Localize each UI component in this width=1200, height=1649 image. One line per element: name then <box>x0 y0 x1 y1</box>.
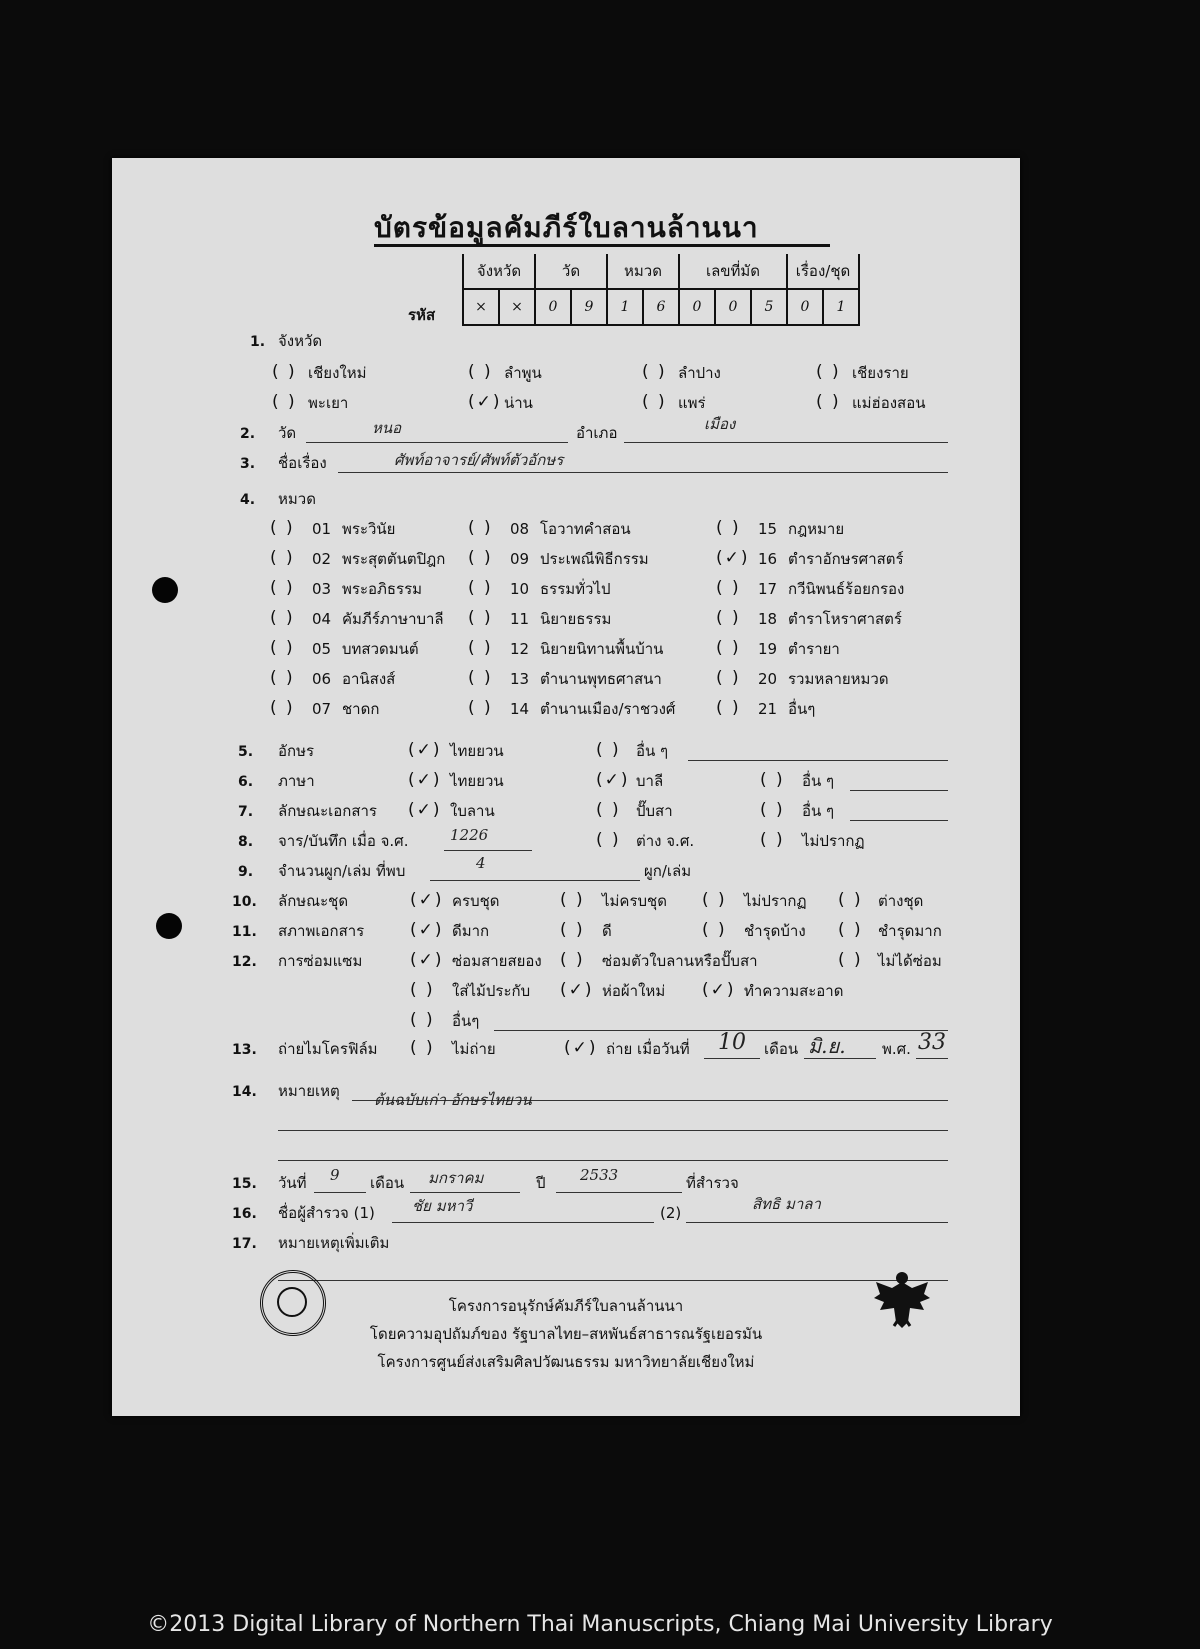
copyright-notice: ©2013 Digital Library of Northern Thai Manuscripts, Chiang Mai University Library <box>147 1612 1053 1637</box>
code-table <box>462 254 860 326</box>
category-code: 11 <box>510 610 530 628</box>
category-name: ตำราโหราศาสตร์ <box>788 610 902 628</box>
survey-year-line <box>556 1192 682 1193</box>
checkbox-doc-palmleaf[interactable]: (✓) <box>408 800 442 820</box>
section-9-label: จำนวนผูก/เล่ม ที่พบ <box>278 862 406 880</box>
microfilm-day-line <box>704 1058 760 1059</box>
category-checkbox-21[interactable]: ( ) <box>716 698 741 718</box>
punch-hole-top <box>152 577 178 603</box>
bundle-count-suffix: ผูก/เล่ม <box>644 862 692 880</box>
lang-taiyuan: ไทยยวน <box>450 772 504 790</box>
survey-year: 2533 <box>580 1166 619 1184</box>
checkbox-set-complete[interactable]: (✓) <box>410 890 444 910</box>
checkbox-script-other[interactable]: ( ) <box>596 740 621 760</box>
set-different: ต่างชุด <box>878 892 924 910</box>
remark-value: ต้นฉบับเก่า อักษรไทยวน <box>374 1091 532 1109</box>
category-name: อานิสงส์ <box>342 670 396 688</box>
script-other: อื่น ๆ <box>636 742 669 760</box>
section-9-number: 9. <box>238 864 254 880</box>
code-digit: 0 <box>715 289 751 325</box>
category-code: 04 <box>312 610 332 628</box>
survey-month-line <box>410 1192 520 1193</box>
checkbox-cond-damaged[interactable]: ( ) <box>702 920 727 940</box>
category-name: กวีนิพนธ์ร้อยกรอง <box>788 580 905 598</box>
section-3-label: ชื่อเรื่อง <box>278 454 327 472</box>
section-2-label: วัด <box>278 424 297 442</box>
punch-hole-bottom <box>156 913 182 939</box>
district-value: เมือง <box>704 415 736 433</box>
section-11-label: สภาพเอกสาร <box>278 922 365 940</box>
section-15-label: วันที่ <box>278 1174 307 1192</box>
microfilm-year-line <box>916 1058 948 1059</box>
option-chiangrai: เชียงราย <box>852 364 909 382</box>
code-digit: 1 <box>823 289 859 325</box>
category-name: บทสวดมนต์ <box>342 640 419 658</box>
category-checkbox-12[interactable]: ( ) <box>468 638 493 658</box>
lang-pali: บาลี <box>636 772 664 790</box>
category-checkbox-13[interactable]: ( ) <box>468 668 493 688</box>
section-13-label: ถ่ายไมโครฟิล์ม <box>278 1040 378 1058</box>
survey-suffix: ที่สำรวจ <box>686 1174 739 1192</box>
code-header-title-set: เรื่อง/ชุด <box>787 254 859 289</box>
category-name: นิยายนิทานพื้นบ้าน <box>540 640 664 658</box>
doc-palmleaf: ใบลาน <box>450 802 495 820</box>
checkbox-microfilm-yes[interactable]: (✓) <box>564 1038 598 1058</box>
category-name: อื่นๆ <box>788 700 816 718</box>
category-code: 12 <box>510 640 530 658</box>
cond-damaged: ชำรุดบ้าง <box>744 922 806 940</box>
checkbox-chiangrai[interactable]: ( ) <box>816 362 841 382</box>
surveyor-1-line <box>392 1222 654 1223</box>
category-code: 06 <box>312 670 332 688</box>
category-checkbox-08[interactable]: ( ) <box>468 518 493 538</box>
section-8-label: จาร/บันทึก เมื่อ จ.ศ. <box>278 832 409 850</box>
category-name: ประเพณีพิธีกรรม <box>540 550 649 568</box>
chiangmai-university-seal-icon <box>260 1270 326 1336</box>
cond-verygood: ดีมาก <box>452 922 490 940</box>
doc-saa: ปั๊บสา <box>636 802 673 820</box>
section-6-number: 6. <box>238 774 254 790</box>
checkbox-lang-taiyuan[interactable]: (✓) <box>408 770 442 790</box>
section-15-number: 15. <box>232 1176 257 1192</box>
category-checkbox-20[interactable]: ( ) <box>716 668 741 688</box>
bundle-count-value: 4 <box>476 854 486 872</box>
checkbox-set-different[interactable]: ( ) <box>838 890 863 910</box>
checkbox-set-unknown[interactable]: ( ) <box>702 890 727 910</box>
extra-remark-line <box>278 1280 948 1281</box>
checkbox-set-incomplete[interactable]: ( ) <box>560 890 585 910</box>
category-code: 02 <box>312 550 332 568</box>
category-checkbox-17[interactable]: ( ) <box>716 578 741 598</box>
code-digit: 1 <box>607 289 643 325</box>
cs-year-value: 1226 <box>450 826 489 844</box>
category-name: ตำรายา <box>788 640 840 658</box>
category-code: 07 <box>312 700 332 718</box>
section-17-label: หมายเหตุเพิ่มเติม <box>278 1234 390 1252</box>
category-checkbox-02[interactable]: ( ) <box>270 548 295 568</box>
checkbox-cs-unknown[interactable]: ( ) <box>760 830 785 850</box>
section-17-number: 17. <box>232 1236 257 1252</box>
survey-day-line <box>314 1192 366 1193</box>
code-header-category: หมวด <box>607 254 679 289</box>
code-header-bundle: เลขที่มัด <box>679 254 787 289</box>
district-label: อำเภอ <box>576 424 618 442</box>
checkbox-lang-other[interactable]: ( ) <box>760 770 785 790</box>
category-checkbox-03[interactable]: ( ) <box>270 578 295 598</box>
category-checkbox-07[interactable]: ( ) <box>270 698 295 718</box>
microfilm-year-label: พ.ศ. <box>882 1040 911 1058</box>
option-nan: น่าน <box>504 394 533 412</box>
category-code: 10 <box>510 580 530 598</box>
checkbox-chiangmai[interactable]: ( ) <box>272 362 297 382</box>
checkbox-doc-other[interactable]: ( ) <box>760 800 785 820</box>
microfilm-no: ไม่ถ่าย <box>452 1040 496 1058</box>
category-name: ธรรมทั่วไป <box>540 580 611 598</box>
code-digit: 0 <box>787 289 823 325</box>
section-1-label: จังหวัด <box>278 332 323 350</box>
section-6-label: ภาษา <box>278 772 315 790</box>
checkbox-maehongson[interactable]: ( ) <box>816 392 841 412</box>
cond-verydamaged: ชำรุดมาก <box>878 922 942 940</box>
microfilm-month-label: เดือน <box>764 1040 799 1058</box>
repair-leaf: ซ่อมตัวใบลานหรือปั๊บสา <box>602 952 758 970</box>
checkbox-repair-other[interactable]: ( ) <box>410 1010 435 1030</box>
title-value: ศัพท์อาจารย์/ศัพท์ตัวอักษร <box>394 451 564 469</box>
checkbox-repair-clean[interactable]: (✓) <box>702 980 736 1000</box>
category-name: ตำนานเมือง/ราชวงศ์ <box>540 700 676 718</box>
set-incomplete: ไม่ครบชุด <box>602 892 667 910</box>
section-13-number: 13. <box>232 1042 257 1058</box>
code-digit: 9 <box>571 289 607 325</box>
category-code: 03 <box>312 580 332 598</box>
lang-other-line <box>850 790 948 791</box>
checkbox-lamphun[interactable]: ( ) <box>468 362 493 382</box>
checkbox-nan-checked[interactable]: (✓) <box>468 392 502 412</box>
surveyor-2-value: สิทธิ มาลา <box>752 1195 821 1213</box>
doc-other-line <box>850 820 948 821</box>
category-code: 17 <box>758 580 778 598</box>
repair-cover: ใส่ไม้ประกับ <box>452 982 531 1000</box>
option-maehongson: แม่ฮ่องสอน <box>852 394 926 412</box>
repair-none: ไม่ได้ซ่อม <box>878 952 942 970</box>
card-title: บัตรข้อมูลคัมภีร์ใบลานล้านนา <box>374 211 759 244</box>
survey-year-label: ปี <box>536 1174 546 1192</box>
repair-cloth: ห่อผ้าใหม่ <box>602 982 666 1000</box>
temple-field-line <box>306 442 568 443</box>
category-name: ตำนานพุทธศาสนา <box>540 670 662 688</box>
checkbox-cond-verygood[interactable]: (✓) <box>410 920 444 940</box>
checkbox-repair-leaf[interactable]: ( ) <box>560 950 585 970</box>
option-lamphun: ลำพูน <box>504 364 542 382</box>
category-name: นิยายธรรม <box>540 610 612 628</box>
survey-month: มกราคม <box>428 1169 484 1187</box>
remark-line-3 <box>278 1160 948 1161</box>
checkbox-repair-none[interactable]: ( ) <box>838 950 863 970</box>
section-5-number: 5. <box>238 744 254 760</box>
section-16-label: ชื่อผู้สำรวจ (1) <box>278 1204 375 1222</box>
option-phayao: พะเยา <box>308 394 349 412</box>
code-digit: × <box>499 289 535 325</box>
cs-year-line <box>444 850 532 851</box>
checkbox-repair-string[interactable]: (✓) <box>410 950 444 970</box>
code-digit: × <box>463 289 499 325</box>
category-checkbox-04[interactable]: ( ) <box>270 608 295 628</box>
category-code: 15 <box>758 520 778 538</box>
district-field-line <box>624 442 948 443</box>
category-checkbox-18[interactable]: ( ) <box>716 608 741 628</box>
checkbox-repair-cloth[interactable]: (✓) <box>560 980 594 1000</box>
category-name: พระสุตตันตปิฎก <box>342 550 446 568</box>
category-code: 18 <box>758 610 778 628</box>
temple-value: หนอ <box>372 419 402 437</box>
checkbox-lang-pali[interactable]: (✓) <box>596 770 630 790</box>
script-taiyuan: ไทยยวน <box>450 742 504 760</box>
category-name: กฎหมาย <box>788 520 845 538</box>
category-code: 16 <box>758 550 778 568</box>
category-checkbox-10[interactable]: ( ) <box>468 578 493 598</box>
lang-other: อื่น ๆ <box>802 772 835 790</box>
survey-day: 9 <box>330 1166 340 1184</box>
section-14-number: 14. <box>232 1084 257 1100</box>
code-digit: 6 <box>643 289 679 325</box>
section-11-number: 11. <box>232 924 257 940</box>
option-lampang: ลำปาง <box>678 364 721 382</box>
section-12-number: 12. <box>232 954 257 970</box>
microfilm-day: 10 <box>718 1030 746 1055</box>
section-12-label: การซ่อมแซม <box>278 952 363 970</box>
checkbox-lampang[interactable]: ( ) <box>642 362 667 382</box>
section-4-label: หมวด <box>278 490 316 508</box>
category-code: 13 <box>510 670 530 688</box>
surveyor-1-value: ชัย มหาวี <box>412 1197 473 1215</box>
code-label: รหัส <box>408 306 436 324</box>
checkbox-phrae[interactable]: ( ) <box>642 392 667 412</box>
repair-other: อื่นๆ <box>452 1012 480 1030</box>
checkbox-cond-verydamaged[interactable]: ( ) <box>838 920 863 940</box>
section-16-number: 16. <box>232 1206 257 1222</box>
category-name: พระอภิธรรม <box>342 580 423 598</box>
microfilm-yes: ถ่าย เมื่อวันที่ <box>606 1040 690 1058</box>
option-phrae: แพร่ <box>678 394 706 412</box>
category-checkbox-16[interactable]: (✓) <box>716 548 750 568</box>
category-checkbox-06[interactable]: ( ) <box>270 668 295 688</box>
category-name: ชาดก <box>342 700 380 718</box>
section-1-number: 1. <box>250 334 266 350</box>
set-unknown: ไม่ปรากฏ <box>744 892 807 910</box>
cond-good: ดี <box>602 922 612 940</box>
category-checkbox-15[interactable]: ( ) <box>716 518 741 538</box>
bundle-count-line <box>430 880 640 881</box>
section-10-label: ลักษณะชุด <box>278 892 349 910</box>
checkbox-microfilm-no[interactable]: ( ) <box>410 1038 435 1058</box>
survey-month-label: เดือน <box>370 1174 405 1192</box>
section-7-number: 7. <box>238 804 254 820</box>
set-complete: ครบชุด <box>452 892 500 910</box>
cs-unknown: ไม่ปรากฏ <box>802 832 865 850</box>
code-digit: 5 <box>751 289 787 325</box>
category-checkbox-11[interactable]: ( ) <box>468 608 493 628</box>
manuscript-data-card <box>112 158 1020 1416</box>
microfilm-month: มิ.ย. <box>808 1034 846 1058</box>
section-8-number: 8. <box>238 834 254 850</box>
german-eagle-icon <box>872 1268 932 1332</box>
category-checkbox-19[interactable]: ( ) <box>716 638 741 658</box>
code-digit: 0 <box>679 289 715 325</box>
category-name: โอวาทคำสอน <box>540 520 631 538</box>
section-5-label: อักษร <box>278 742 315 760</box>
section-2-number: 2. <box>240 426 256 442</box>
footer-center: โครงการศูนย์ส่งเสริมศิลปวัฒนธรรม มหาวิทยาลัยเชียงใหม่ <box>377 1353 755 1371</box>
section-4-number: 4. <box>240 492 256 508</box>
checkbox-doc-saa[interactable]: ( ) <box>596 800 621 820</box>
footer-sponsor: โดยความอุปถัมภ์ของ รัฐบาลไทย–สหพันธ์สาธารณรัฐเยอรมัน <box>369 1325 763 1343</box>
checkbox-cond-good[interactable]: ( ) <box>560 920 585 940</box>
microfilm-year: 33 <box>918 1030 946 1055</box>
remark-line-2 <box>278 1130 948 1131</box>
code-header-temple: วัด <box>535 254 607 289</box>
category-code: 19 <box>758 640 778 658</box>
checkbox-phayao[interactable]: ( ) <box>272 392 297 412</box>
section-10-number: 10. <box>232 894 257 910</box>
category-code: 21 <box>758 700 778 718</box>
category-code: 05 <box>312 640 332 658</box>
category-checkbox-01[interactable]: ( ) <box>270 518 295 538</box>
category-name: รวมหลายหมวด <box>788 670 889 688</box>
section-3-number: 3. <box>240 456 256 472</box>
repair-clean: ทำความสะอาด <box>744 982 844 1000</box>
category-code: 20 <box>758 670 778 688</box>
script-other-line <box>688 760 948 761</box>
title-field-line <box>338 472 948 473</box>
title-underline <box>374 244 830 247</box>
category-checkbox-05[interactable]: ( ) <box>270 638 295 658</box>
code-header-province: จังหวัด <box>463 254 535 289</box>
code-digit: 0 <box>535 289 571 325</box>
category-code: 14 <box>510 700 530 718</box>
category-name: ตำราอักษรศาสตร์ <box>788 550 904 568</box>
category-code: 01 <box>312 520 332 538</box>
surveyor-2-line <box>686 1222 948 1223</box>
repair-string: ซ่อมสายสยอง <box>452 952 542 970</box>
option-chiangmai: เชียงใหม่ <box>308 364 367 382</box>
category-checkbox-09[interactable]: ( ) <box>468 548 493 568</box>
category-checkbox-14[interactable]: ( ) <box>468 698 493 718</box>
category-name: พระวินัย <box>342 520 396 538</box>
category-name: คัมภีร์ภาษาบาลี <box>342 610 444 628</box>
checkbox-cs-different[interactable]: ( ) <box>596 830 621 850</box>
category-code: 08 <box>510 520 530 538</box>
cs-different: ต่าง จ.ศ. <box>636 832 695 850</box>
doc-other: อื่น ๆ <box>802 802 835 820</box>
footer-project: โครงการอนุรักษ์คัมภีร์ใบลานล้านนา <box>448 1297 684 1315</box>
checkbox-repair-cover[interactable]: ( ) <box>410 980 435 1000</box>
section-7-label: ลักษณะเอกสาร <box>278 802 377 820</box>
surveyor-2-label: (2) <box>660 1204 682 1222</box>
section-14-label: หมายเหตุ <box>278 1082 340 1100</box>
category-code: 09 <box>510 550 530 568</box>
checkbox-script-taiyuan[interactable]: (✓) <box>408 740 442 760</box>
